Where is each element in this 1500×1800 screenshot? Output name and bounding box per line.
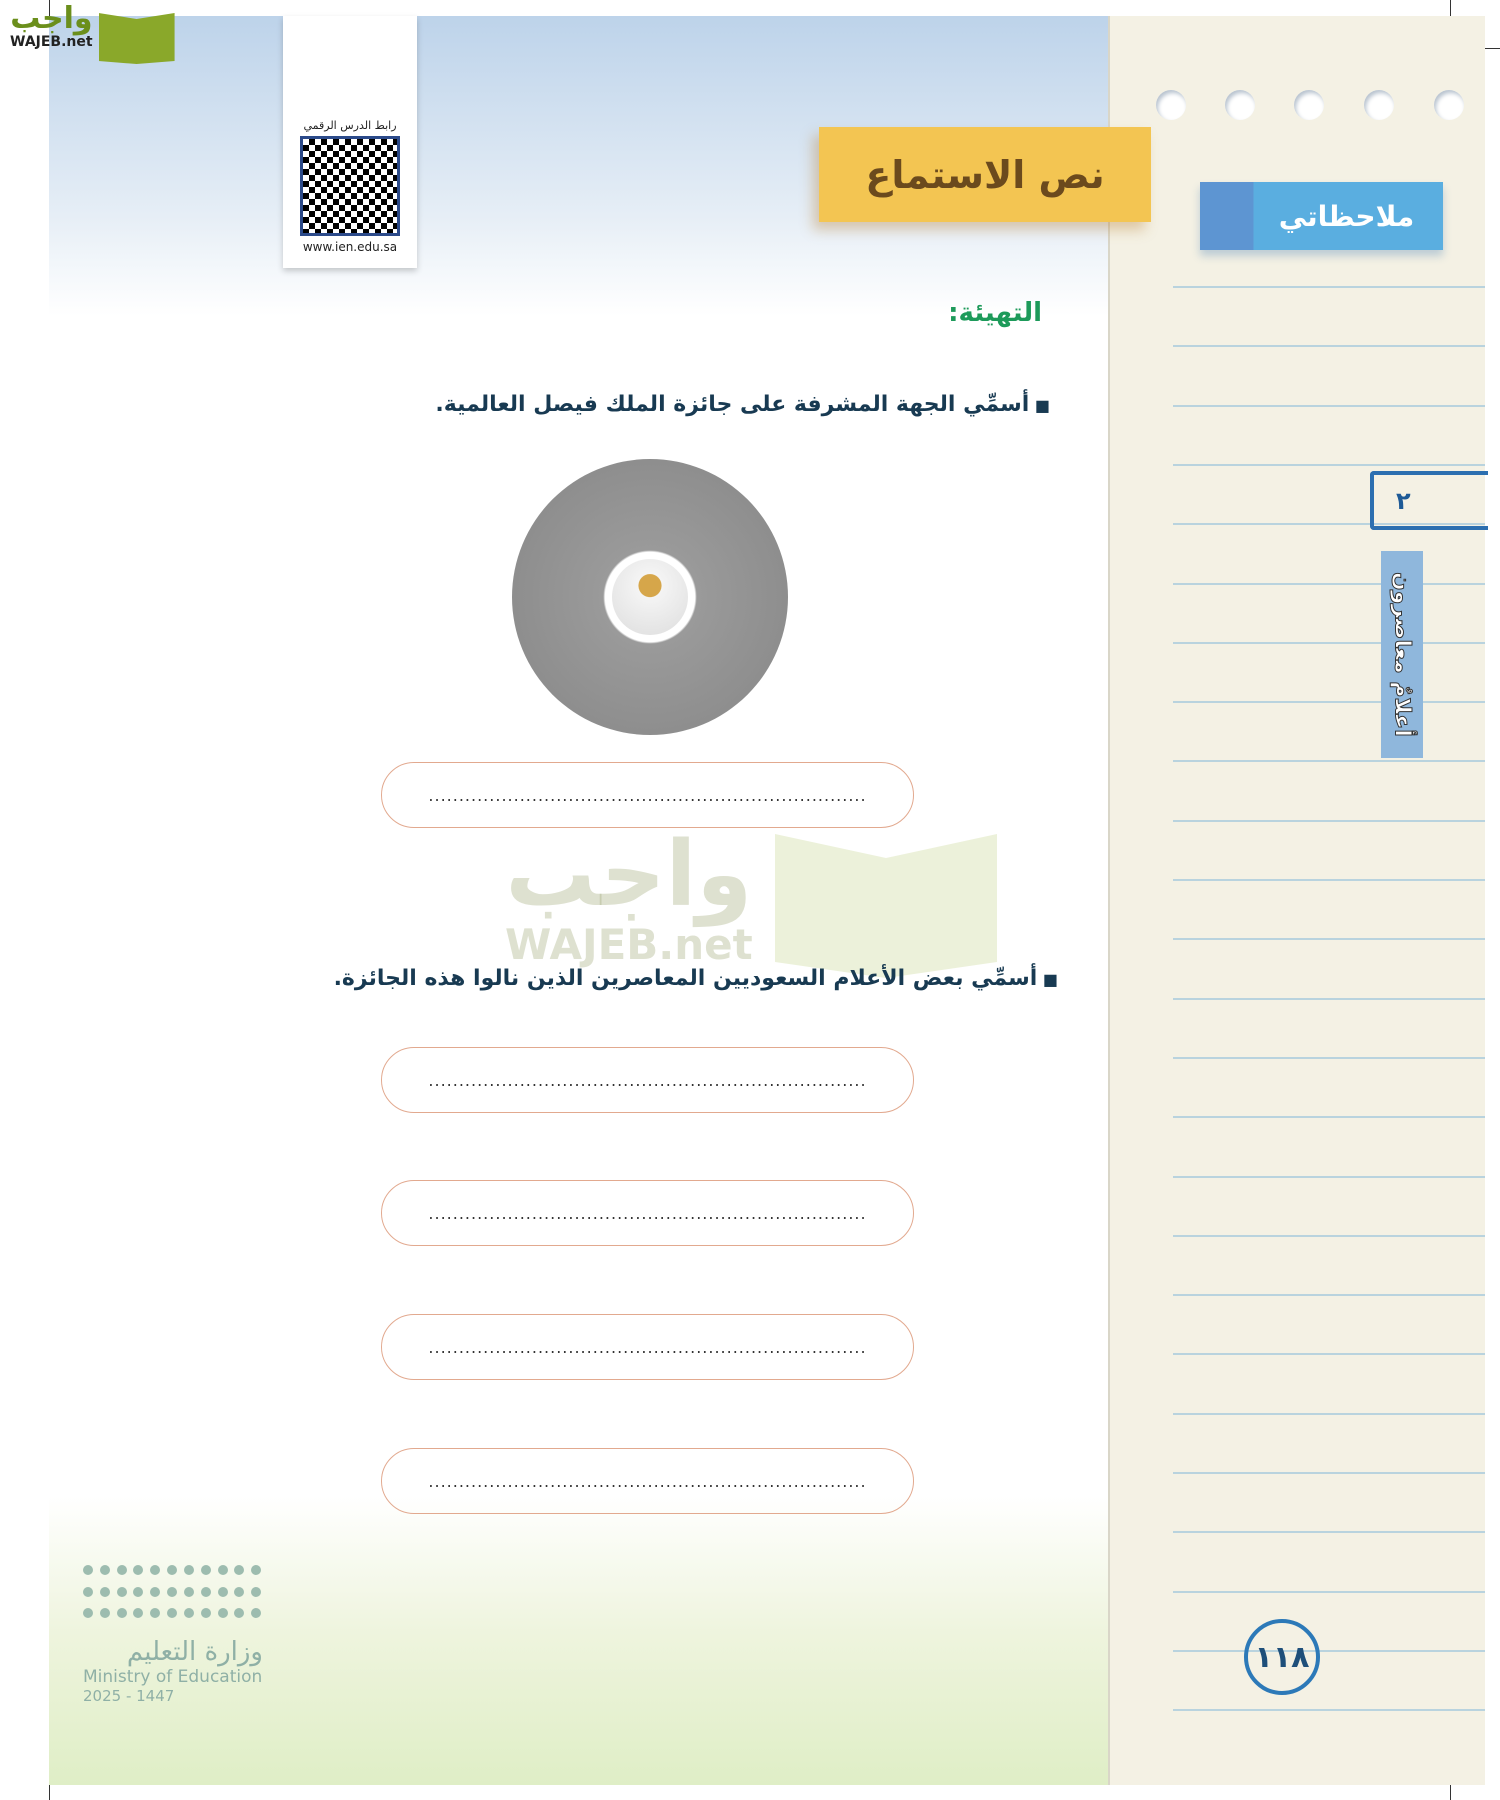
ministry-dots-icon	[83, 1565, 263, 1625]
section-title: نص الاستماع	[819, 127, 1151, 222]
unit-title: أعلامٌ معاصرون	[1389, 572, 1415, 737]
ministry-logo	[83, 1565, 268, 1705]
watermark-arabic: واجب	[505, 822, 753, 927]
dot	[234, 1565, 244, 1575]
binder-hole	[1225, 90, 1255, 120]
binder-hole	[1156, 90, 1186, 120]
question-1: ■ أسمِّي الجهة المشرفة على جائزة الملك فيصل العالمية.	[435, 392, 1050, 417]
watermark-latin: WAJEB.net	[505, 920, 753, 969]
notes-line	[1173, 998, 1485, 1000]
dot	[184, 1565, 194, 1575]
book-icon	[99, 4, 175, 64]
notes-line	[1173, 1531, 1485, 1533]
dot	[83, 1608, 93, 1618]
dot	[167, 1587, 177, 1597]
dot	[100, 1608, 110, 1618]
qr-label: رابط الدرس الرقمي	[303, 119, 397, 132]
dot	[100, 1587, 110, 1597]
dot	[133, 1587, 143, 1597]
page-number: ١١٨	[1244, 1619, 1320, 1695]
dot	[150, 1608, 160, 1618]
dot	[83, 1565, 93, 1575]
notes-title: ملاحظاتي	[1200, 182, 1443, 250]
answer-field-5[interactable]: ........................................................................	[381, 1448, 914, 1514]
portrait-image	[612, 559, 688, 635]
dot	[218, 1587, 228, 1597]
notes-line	[1173, 1709, 1485, 1711]
binder-hole	[1434, 90, 1464, 120]
dot	[201, 1565, 211, 1575]
notes-line	[1173, 464, 1485, 466]
dot	[184, 1587, 194, 1597]
answer-field-3[interactable]: ........................................................................	[381, 1180, 914, 1246]
notes-line	[1173, 760, 1485, 762]
dot	[184, 1608, 194, 1618]
notes-line	[1173, 1353, 1485, 1355]
unit-tab	[1381, 551, 1423, 758]
binder-hole	[1294, 90, 1324, 120]
notes-line	[1173, 583, 1485, 585]
dot	[150, 1587, 160, 1597]
dot	[218, 1565, 228, 1575]
notes-line	[1173, 405, 1485, 407]
notes-line	[1173, 1472, 1485, 1474]
notes-line	[1173, 1650, 1485, 1652]
warmup-heading: التهيئة:	[948, 298, 1042, 328]
notes-column	[1108, 16, 1485, 1785]
notes-line	[1173, 1235, 1485, 1237]
dot	[251, 1587, 261, 1597]
notes-line	[1173, 879, 1485, 881]
notes-line	[1173, 642, 1485, 644]
dot	[251, 1608, 261, 1618]
answer-field-1[interactable]: ........................................................................	[381, 762, 914, 828]
dot	[218, 1608, 228, 1618]
dot	[167, 1608, 177, 1618]
dot	[133, 1608, 143, 1618]
notes-line	[1173, 345, 1485, 347]
wajeb-logo[interactable]	[10, 1, 175, 64]
dot	[117, 1565, 127, 1575]
binder-hole	[1364, 90, 1394, 120]
dot	[100, 1565, 110, 1575]
dot	[201, 1587, 211, 1597]
dot	[83, 1587, 93, 1597]
dot	[251, 1565, 261, 1575]
dot	[167, 1565, 177, 1575]
notes-line	[1173, 701, 1485, 703]
dot	[234, 1587, 244, 1597]
dot	[133, 1565, 143, 1575]
dot	[117, 1608, 127, 1618]
notes-line	[1173, 938, 1485, 940]
ministry-years: 2025 - 1447	[83, 1687, 175, 1705]
notes-line	[1173, 1591, 1485, 1593]
answer-field-2[interactable]: ........................................................................	[381, 1047, 914, 1113]
logo-latin: WAJEB.net	[10, 34, 93, 50]
watermark	[505, 822, 753, 969]
notes-line	[1173, 1176, 1485, 1178]
dot	[201, 1608, 211, 1618]
notes-line	[1173, 1057, 1485, 1059]
notes-line	[1173, 1294, 1485, 1296]
question-2: ■ أسمِّي بعض الأعلام السعوديين المعاصرين الذين نالوا هذه الجائزة.	[334, 966, 1058, 991]
king-faisal-prize-emblem	[512, 459, 788, 735]
notes-line	[1173, 286, 1485, 288]
ministry-english: Ministry of Education	[83, 1667, 263, 1687]
logo-arabic: واجب	[10, 1, 93, 36]
ministry-arabic: وزارة التعليم	[126, 1637, 263, 1667]
notes-line	[1173, 1116, 1485, 1118]
notes-line	[1173, 820, 1485, 822]
qr-card	[283, 16, 417, 268]
answer-field-4[interactable]: ........................................................................	[381, 1314, 914, 1380]
chapter-number: ٢	[1370, 471, 1488, 530]
dot	[117, 1587, 127, 1597]
notes-line	[1173, 1413, 1485, 1415]
qr-url[interactable]: www.ien.edu.sa	[302, 240, 398, 254]
dot	[234, 1608, 244, 1618]
qr-code-icon[interactable]	[300, 136, 400, 236]
dot	[150, 1565, 160, 1575]
